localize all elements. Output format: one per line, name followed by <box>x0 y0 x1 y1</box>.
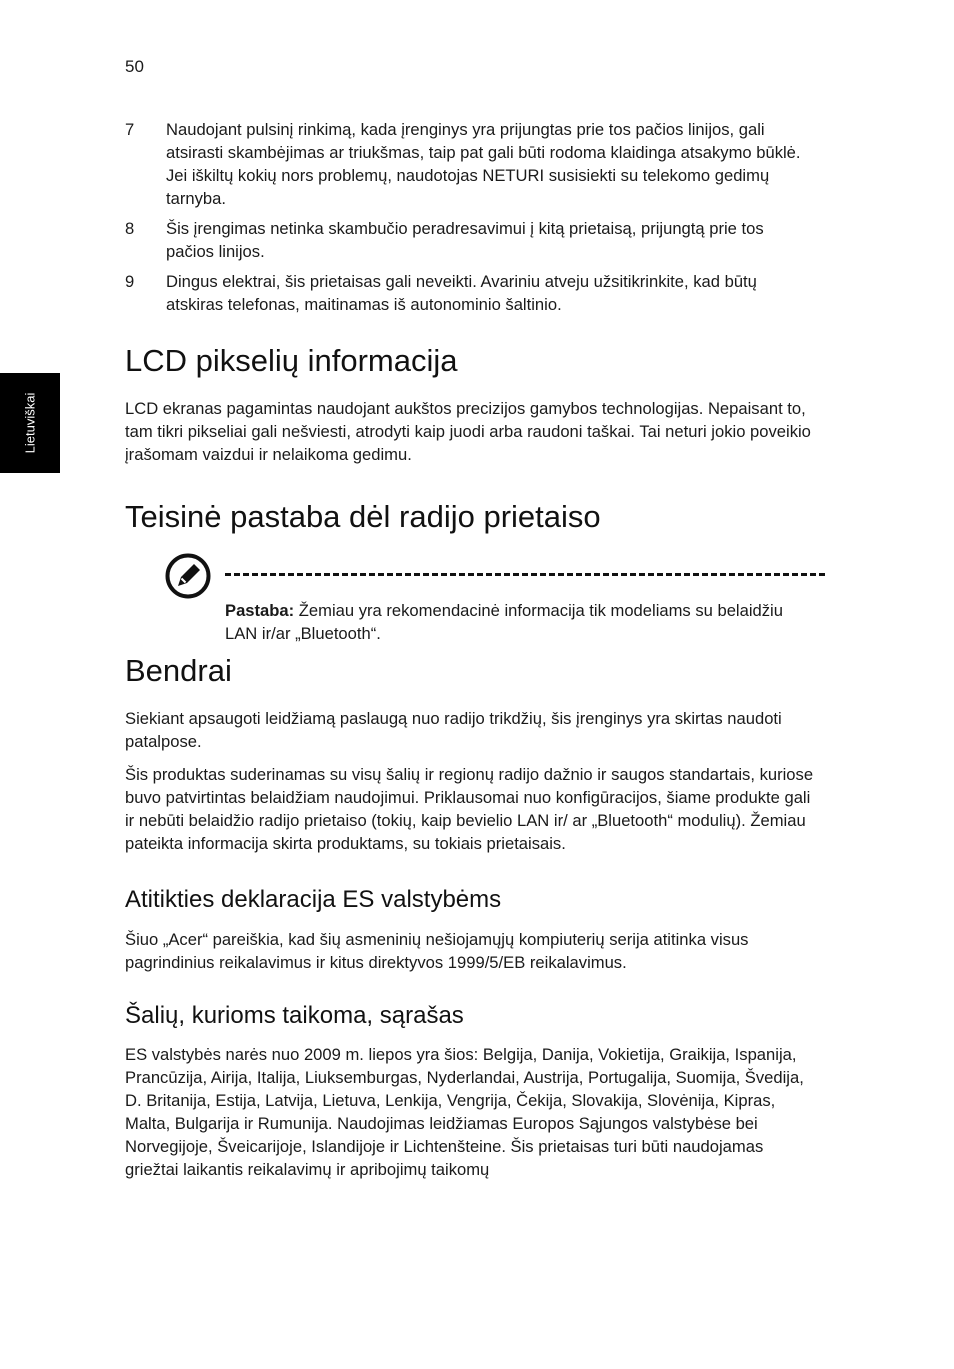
numbered-list <box>125 118 815 316</box>
note-body: Žemiau yra rekomendacinė informacija tik modeliams su belaidžiu LAN ir/ar „Bluetooth“. <box>225 601 783 643</box>
declaration-paragraph: Šiuo „Acer“ pareiškia, kad šių asmeninių nešiojamųjų kompiuterių serija atitinka visus pagrindinius reikalavimus ir kitus direktyvos 1999/5/EB reikalavimus. <box>125 930 749 972</box>
page-content <box>125 118 815 1181</box>
note-box <box>165 553 815 643</box>
side-tab-label: Lietuviškai <box>22 392 38 454</box>
list-item-text: Dingus elektrai, šis prietaisas gali neveikti. Avariniu atveju užsitikrinkite, kad būtų atskiras telefonas, maitinamas iš autonominio šaltinio. <box>166 272 757 314</box>
list-item-text: Naudojant pulsinį rinkimą, kada įrenginys yra prijungtas prie tos pačios linijos, gali atsirasti skambėjimas ar triukšmas, taip pat gali būti rodoma klaidinga atsakymo būklė. Jei iškiltų kokių nors problemų, naudotojas NETURI susisiekti su telekomo gedimų tarnyba. <box>166 120 801 208</box>
list-item <box>125 270 815 316</box>
list-item-number: 8 <box>125 219 135 238</box>
list-item-text: Šis įrengimas netinka skambučio peradresavimui į kitą prietaisą, prijungtą prie tos pačios linijos. <box>166 219 764 261</box>
list-item-number: 7 <box>125 120 135 139</box>
general-heading: Bendrai <box>125 653 232 688</box>
lcd-paragraph: LCD ekranas pagamintas naudojant aukštos precizijos gamybos technologijas. Nepaisant to, tam tikri pikseliai gali nešviesti, atrodyti kaip juodi arba raudoni taškai. Tai neturi jokio poveikio įrašomam vaizdui ir nelaikoma gedimu. <box>125 399 811 464</box>
declaration-heading: Atitikties deklaracija ES valstybėms <box>125 886 502 913</box>
note-pencil-icon <box>165 553 211 599</box>
countries-paragraph: ES valstybės narės nuo 2009 m. liepos yra šios: Belgija, Danija, Vokietija, Graikija, Ispanija, Prancūzija, Airija, Italija, Liuksemburgas, Nyderlandai, Austrija, Portugalija, Suomija, Švedija, D. Britanija, Estija, Latvija, Lietuva, Lenkija, Vengrija, Čekija, Slovakija, Slovėnija, Kipras, Malta, Bulgarija ir Rumunija. Naudojimas leidžiamas Europos Sąjungos valstybėse bei Norvegijoje, Šveicarijoje, Islandijoje ir Lichtenšteine. Šis prietaisas turi būti naudojamas griežtai laikantis reikalavimų ir apribojimų taikomų <box>125 1045 804 1179</box>
note-dashed-divider <box>225 573 825 576</box>
general-paragraph-1: Siekiant apsaugoti leidžiamą paslaugą nuo radijo trikdžių, šis įrenginys yra skirtas naudoti patalpose. <box>125 709 782 751</box>
list-item-number: 9 <box>125 272 135 291</box>
list-item <box>125 118 815 210</box>
countries-heading: Šalių, kurioms taikoma, sąrašas <box>125 1002 464 1029</box>
note-label: Pastaba: <box>225 601 295 620</box>
language-side-tab <box>0 373 60 473</box>
note-text <box>225 599 795 645</box>
lcd-heading: LCD pikselių informacija <box>125 343 458 378</box>
list-item <box>125 217 815 263</box>
page-number: 50 <box>125 57 144 76</box>
radio-heading: Teisinė pastaba dėl radijo prietaiso <box>125 499 601 534</box>
general-paragraph-2: Šis produktas suderinamas su visų šalių ir regionų radijo dažnio ir saugos standartais, kuriose buvo patvirtintas belaidžiam naudojimui. Priklausomai nuo konfigūracijos, šiame produkte gali ir nebūti belaidžio radijo prietaiso (tokių, kaip bevielio LAN ir/ ar „Bluetooth“ modulių). Žemiau pateikta informacija skirta produktams, su tokiais prietaisais. <box>125 765 814 853</box>
